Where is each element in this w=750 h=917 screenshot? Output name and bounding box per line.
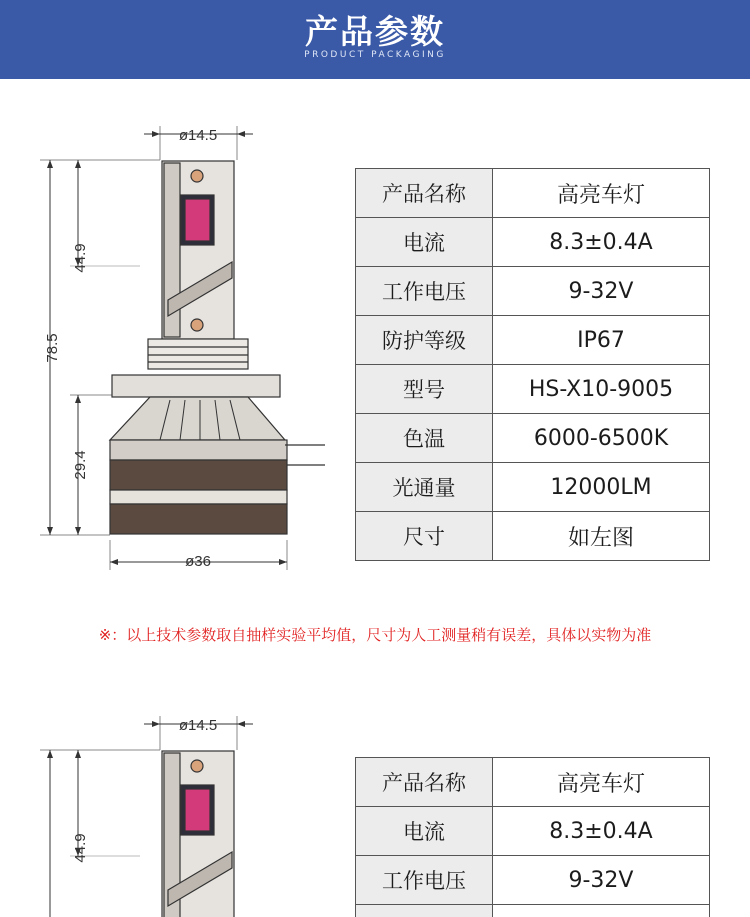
dimension-upper-label: 44.9	[72, 243, 89, 273]
table-row	[356, 169, 710, 218]
spec-value: 高亮车灯	[493, 758, 710, 807]
disclaimer-note: ※：以上技术参数取自抽样实验平均值，尺寸为人工测量稍有误差，具体以实物为准	[98, 626, 652, 644]
table-row	[356, 758, 710, 807]
spec-label: 电流	[356, 218, 493, 267]
table-row	[356, 316, 710, 365]
table-row	[356, 267, 710, 316]
spec-label: 产品名称	[356, 758, 493, 807]
spec-value: HS-X10-9005	[493, 365, 710, 414]
spec-value: 12000LM	[493, 463, 710, 512]
dimension-top-label: ø14.5	[178, 127, 218, 144]
dimension-lower-label: 29.4	[72, 450, 89, 480]
spec-table-repeat	[355, 757, 710, 917]
spec-value: 高亮车灯	[493, 169, 710, 218]
page-title: 产品参数	[305, 12, 445, 51]
spec-value: 9-32V	[493, 267, 710, 316]
table-row	[356, 512, 710, 561]
page-subtitle: PRODUCT PACKAGING	[304, 50, 446, 60]
spec-value: 8.3±0.4A	[493, 807, 710, 856]
spec-label: 工作电压	[356, 856, 493, 905]
spec-label: 光通量	[356, 463, 493, 512]
dimension-top-label: ø14.5	[178, 717, 218, 734]
spec-value: 9-32V	[493, 856, 710, 905]
dimension-total-label: 78.5	[44, 333, 61, 363]
spec-value	[493, 905, 710, 917]
table-row	[356, 218, 710, 267]
spec-value: 6000-6500K	[493, 414, 710, 463]
bulb-dimension-drawing	[0, 0, 350, 580]
spec-label: 型号	[356, 365, 493, 414]
table-row	[356, 463, 710, 512]
spec-value: 如左图	[493, 512, 710, 561]
table-row	[356, 365, 710, 414]
spec-label: 尺寸	[356, 512, 493, 561]
table-row	[356, 414, 710, 463]
spec-section-2	[0, 590, 750, 917]
spec-label: 色温	[356, 414, 493, 463]
spec-value: 8.3±0.4A	[493, 218, 710, 267]
spec-label: 防护等级	[356, 316, 493, 365]
table-row	[356, 905, 710, 917]
dimension-upper-label: 44.9	[72, 833, 89, 863]
spec-value: IP67	[493, 316, 710, 365]
table-row	[356, 856, 710, 905]
table-row	[356, 807, 710, 856]
spec-label: 电流	[356, 807, 493, 856]
spec-label	[356, 905, 493, 917]
spec-label: 产品名称	[356, 169, 493, 218]
spec-table	[355, 168, 710, 561]
bulb-dimension-drawing-repeat	[0, 590, 350, 917]
spec-label: 工作电压	[356, 267, 493, 316]
dimension-bottom-label: ø36	[185, 553, 211, 570]
